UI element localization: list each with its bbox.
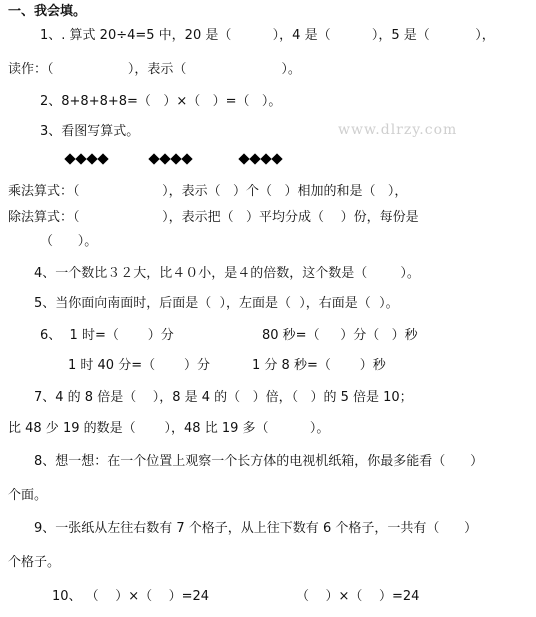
division-equation-continued: （ ）。 [40,234,98,249]
diamond-group-2 [150,155,191,163]
question-7-continued: 比 48 少 19 的数是（ ），48 比 19 多（ ）。 [8,421,330,436]
question-4: 4、一个数比３２大，比４０小，是４的倍数，这个数是（ ）。 [34,266,420,281]
question-8: 8、想一想：在一个位置上观察一个长方体的电视机纸箱，你最多能看（ ） [34,454,484,469]
watermark: www.dlrzy.com [338,122,458,138]
question-9: 9、一张纸从左往右数有 7 个格子，从上往下数有 6 个格子，一共有（ ） [34,521,478,536]
diamond-icon [64,153,75,164]
diamond-icon [249,153,260,164]
question-1-continued: 读作：（ ），表示（ ）。 [8,62,301,77]
multiplication-equation: 乘法算式：（ ），表示（ ）个（ ）相加的和是（ ）， [8,184,408,199]
diamond-icon [181,153,192,164]
diamond-icon [148,153,159,164]
question-9-continued: 个格子。 [8,555,61,570]
diamond-icon [271,153,282,164]
division-equation: 除法算式：（ ），表示把（ ）平均分成（ ）份，每份是 [8,210,419,225]
diamond-group-3 [240,155,281,163]
question-2: 2、8+8+8+8=（ ）×（ ）=（ ）。 [40,94,282,109]
diamond-icon [86,153,97,164]
question-5: 5、当你面向南面时，后面是（ ），左面是（ ），右面是（ ）。 [34,296,399,311]
question-8-continued: 个面。 [8,488,48,503]
question-6b: 80 秒=（ ）分（ ）秒 [262,328,418,343]
question-6c: 1 时 40 分=（ ）分 [68,358,211,373]
section-title: 一、我会填。 [8,4,87,19]
question-6a: 6、 1 时=（ ）分 [40,328,174,343]
question-10a: 10、 （ ）×（ ）=24 [52,589,210,604]
question-6d: 1 分 8 秒=（ ）秒 [252,358,386,373]
diamond-icon [260,153,271,164]
diamond-icon [238,153,249,164]
question-7: 7、4 的 8 倍是（ ），8 是 4 的（ ）倍，（ ）的 5 倍是 10； [34,390,413,405]
diamond-icon [170,153,181,164]
diamond-icon [75,153,86,164]
question-1: 1、. 算式 20÷4=5 中，20 是（ ），4 是（ ），5 是（ ）， [40,28,495,43]
question-3: 3、看图写算式。 [40,124,140,139]
diamond-group-1 [66,155,107,163]
question-10b: （ ）×（ ）=24 [296,589,420,604]
diamond-icon [97,153,108,164]
diamond-icon [159,153,170,164]
